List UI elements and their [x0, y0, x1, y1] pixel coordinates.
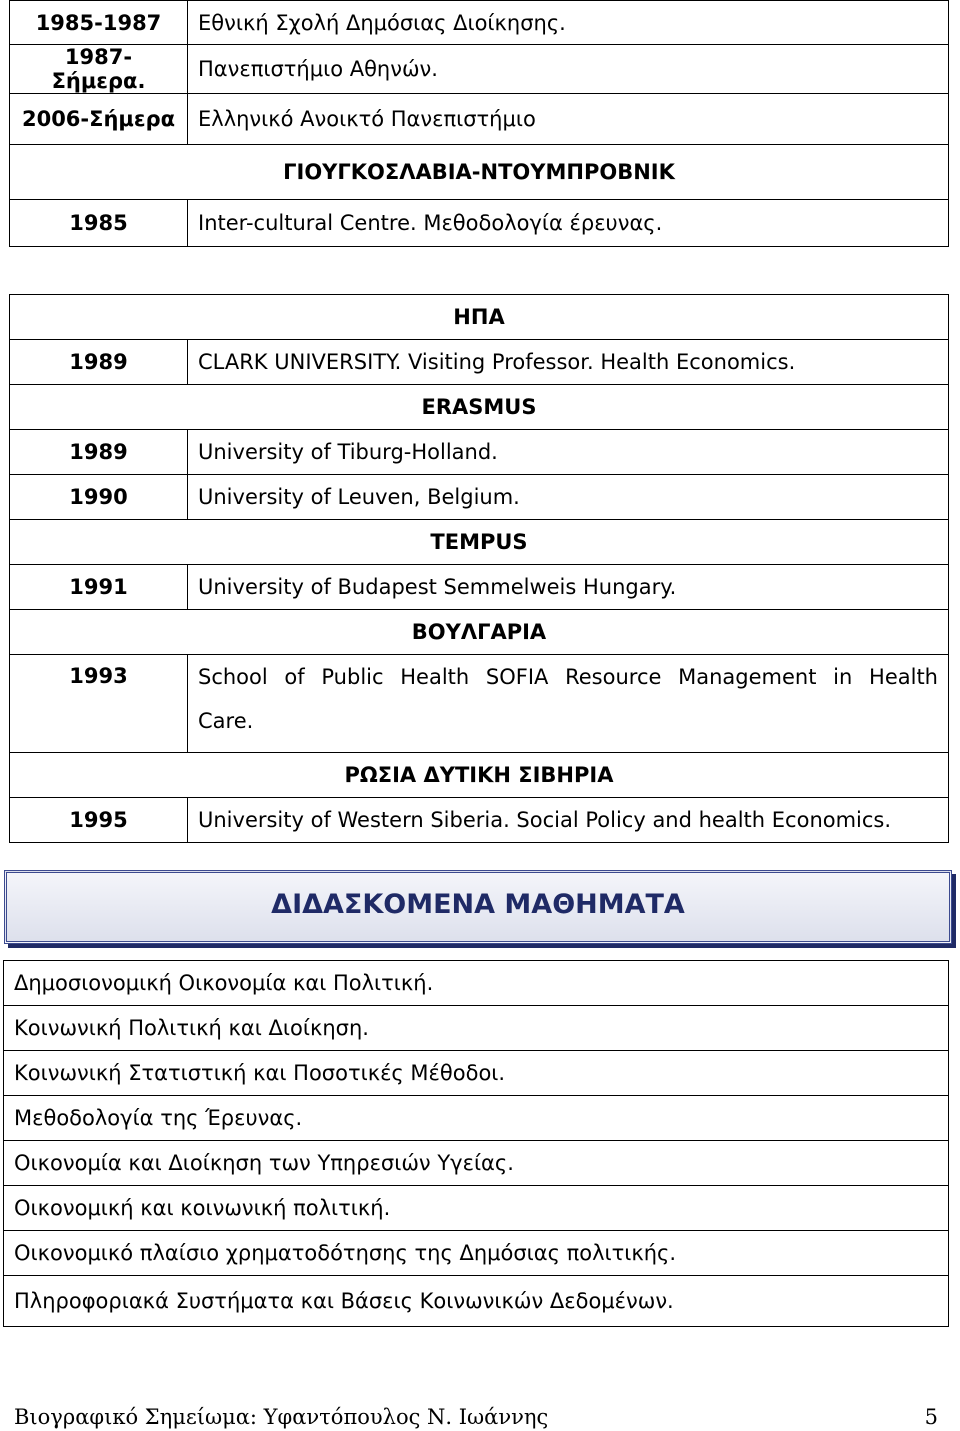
course-cell: Δημοσιονομική Οικονομία και Πολιτική. — [4, 961, 949, 1006]
text-cell: CLARK UNIVERSITY. Visiting Professor. Health Economics. — [188, 340, 949, 385]
list-item — [4, 1141, 949, 1186]
course-cell: Οικονομικό πλαίσιο χρηματοδότησης της Δημόσιας πολιτικής. — [4, 1231, 949, 1276]
text-cell: University of Tiburg-Holland. — [188, 430, 949, 475]
list-item — [4, 1231, 949, 1276]
course-cell: Κοινωνική Στατιστική και Ποσοτικές Μέθοδοι. — [4, 1051, 949, 1096]
year-cell: 1989 — [10, 430, 188, 475]
text-cell: University of Western Siberia. Social Policy and health Economics. — [188, 798, 949, 843]
table-row — [10, 520, 949, 565]
table-row — [10, 94, 949, 145]
text-cell: University of Leuven, Belgium. — [188, 475, 949, 520]
page-number: 5 — [924, 1405, 938, 1429]
education-table-1 — [9, 0, 949, 247]
text-cell: Εθνική Σχολή Δημόσιας Διοίκησης. — [188, 1, 949, 45]
table-row — [10, 798, 949, 843]
text-line: School of Public Health SOFIA Resource Management in Health — [198, 665, 938, 689]
section-title-box — [4, 870, 952, 944]
table-row — [10, 145, 949, 200]
text-cell: Πανεπιστήμιο Αθηνών. — [188, 45, 949, 94]
program-heading: TEMPUS — [10, 520, 949, 565]
text-cell: University of Budapest Semmelweis Hungary. — [188, 565, 949, 610]
year-cell: 1990 — [10, 475, 188, 520]
list-item — [4, 961, 949, 1006]
country-heading: ΓΙΟΥΓΚΟΣΛΑΒΙΑ-ΝΤΟΥΜΠΡΟΒΝΙΚ — [10, 145, 949, 200]
course-cell: Οικονομική και κοινωνική πολιτική. — [4, 1186, 949, 1231]
list-item — [4, 1276, 949, 1327]
year-cell: 1989 — [10, 340, 188, 385]
course-cell: Μεθοδολογία της Έρευνας. — [4, 1096, 949, 1141]
table-row — [10, 610, 949, 655]
table-row — [10, 475, 949, 520]
program-heading: ERASMUS — [10, 385, 949, 430]
year-cell: 1991 — [10, 565, 188, 610]
year-cell: 1985 — [10, 200, 188, 247]
text-cell — [188, 655, 949, 753]
table-row — [10, 430, 949, 475]
table-row — [10, 295, 949, 340]
country-heading: ΡΩΣΙΑ ΔΥΤΙΚΗ ΣΙΒΗΡΙΑ — [10, 753, 949, 798]
year-cell: 1985-1987 — [10, 1, 188, 45]
table-row — [10, 45, 949, 94]
country-heading: ΒΟΥΛΓΑΡΙΑ — [10, 610, 949, 655]
list-item — [4, 1096, 949, 1141]
table-row — [10, 655, 949, 753]
year-cell: 2006-Σήμερα — [10, 94, 188, 145]
year-cell: 1995 — [10, 798, 188, 843]
course-cell: Οικονομία και Διοίκηση των Υπηρεσιών Υγείας. — [4, 1141, 949, 1186]
country-heading: ΗΠΑ — [10, 295, 949, 340]
table-row — [10, 200, 949, 247]
list-item — [4, 1051, 949, 1096]
footer-title: Βιογραφικό Σημείωμα: Υφαντόπουλος Ν. Ιωάννης — [14, 1405, 549, 1429]
text-cell: Inter-cultural Centre. Μεθοδολογία έρευνας. — [188, 200, 949, 247]
course-cell: Κοινωνική Πολιτική και Διοίκηση. — [4, 1006, 949, 1051]
text-line: Care. — [198, 709, 254, 733]
table-row — [10, 340, 949, 385]
table-row — [10, 1, 949, 45]
course-cell: Πληροφοριακά Συστήματα και Βάσεις Κοινωνικών Δεδομένων. — [4, 1276, 949, 1327]
courses-table — [3, 960, 949, 1327]
year-cell: 1987-Σήμερα. — [10, 45, 188, 94]
year-cell: 1993 — [10, 655, 188, 753]
education-table-2 — [9, 294, 949, 843]
text-cell: Ελληνικό Ανοικτό Πανεπιστήμιο — [188, 94, 949, 145]
section-title: ΔΙΔΑΣΚΟΜΕΝΑ ΜΑΘΗΜΑΤΑ — [271, 889, 685, 920]
table-row — [10, 565, 949, 610]
table-row — [10, 385, 949, 430]
table-row — [10, 753, 949, 798]
list-item — [4, 1186, 949, 1231]
list-item — [4, 1006, 949, 1051]
